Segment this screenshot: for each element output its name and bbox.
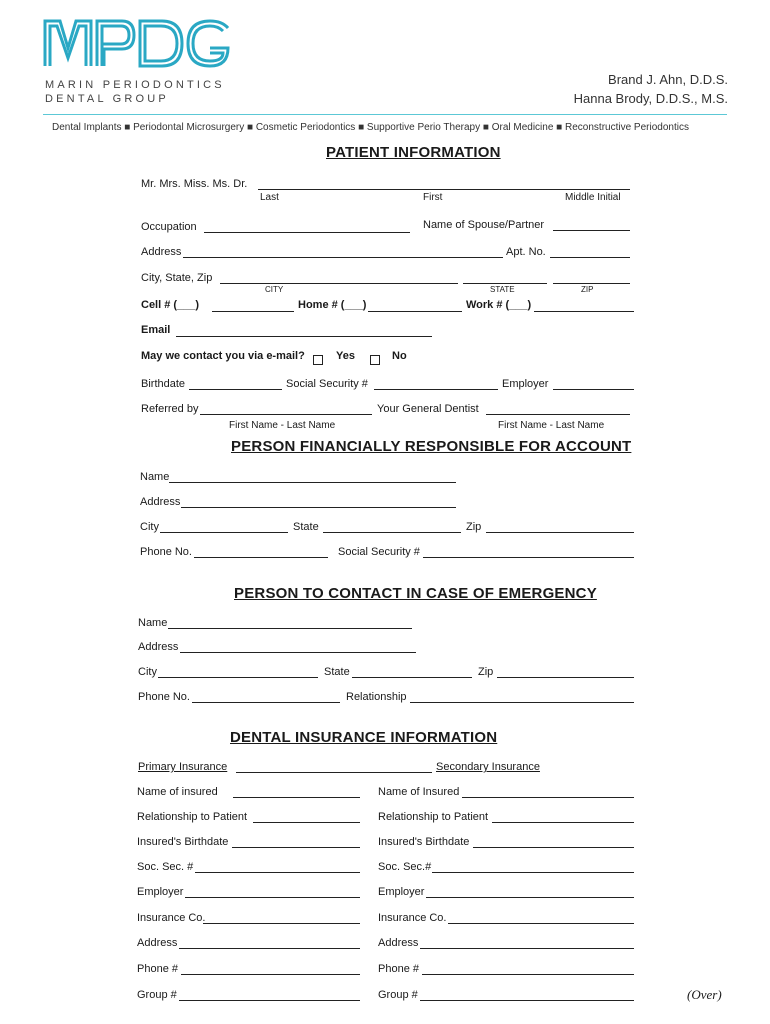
emg-name-line[interactable] [168, 628, 412, 629]
primary-field-line[interactable] [203, 923, 360, 924]
emg-phone-label: Phone No. [138, 691, 190, 703]
insurance-section-title: DENTAL INSURANCE INFORMATION [230, 729, 498, 746]
emergency-section-title: PERSON TO CONTACT IN CASE OF EMERGENCY [234, 585, 597, 602]
full-name-line[interactable] [258, 189, 630, 190]
emg-city-line[interactable] [158, 677, 318, 678]
last-name-hint: Last [260, 192, 279, 203]
primary-field-line[interactable] [185, 897, 360, 898]
primary-field-label: Relationship to Patient [137, 811, 248, 823]
patient-section-title: PATIENT INFORMATION [326, 144, 501, 161]
secondary-field-label: Employer [378, 886, 425, 898]
over-note: (Over) [687, 987, 722, 1002]
referred-by-label: Referred by [141, 403, 199, 415]
fin-state-label: State [293, 521, 319, 533]
employer-line[interactable] [553, 389, 634, 390]
referred-name-hint: First Name - Last Name [229, 420, 336, 431]
primary-field-line[interactable] [253, 822, 360, 823]
primary-field-line[interactable] [179, 1000, 360, 1001]
home-line[interactable] [368, 311, 462, 312]
primary-insurance-line[interactable] [236, 772, 432, 773]
secondary-field-label: Address [378, 937, 419, 949]
apt-label: Apt. No. [506, 246, 546, 258]
no-label: No [392, 350, 407, 362]
secondary-field-label: Name of Insured [378, 786, 460, 798]
state-line[interactable] [463, 283, 547, 284]
occupation-line[interactable] [204, 232, 410, 233]
secondary-field-line[interactable] [420, 948, 634, 949]
secondary-field-label: Soc. Sec.# [378, 861, 432, 873]
secondary-field-line[interactable] [492, 822, 634, 823]
emg-address-label: Address [138, 641, 179, 653]
primary-field-line[interactable] [181, 974, 360, 975]
address-label: Address [141, 246, 182, 258]
fin-ssn-label: Social Security # [338, 546, 420, 558]
secondary-field-label: Group # [378, 989, 418, 1001]
city-state-zip-label: City, State, Zip [141, 272, 213, 284]
primary-field-line[interactable] [195, 872, 360, 873]
secondary-field-label: Relationship to Patient [378, 811, 489, 823]
yes-checkbox[interactable] [313, 351, 323, 369]
fin-zip-line[interactable] [486, 532, 634, 533]
fin-zip-label: Zip [466, 521, 482, 533]
financial-section-title: PERSON FINANCIALLY RESPONSIBLE FOR ACCOUNT [231, 438, 632, 455]
brand-line-1: MARIN PERIODONTICS [45, 79, 225, 91]
work-line[interactable] [534, 311, 634, 312]
fin-address-label: Address [140, 496, 181, 508]
apt-line[interactable] [550, 257, 630, 258]
zip-line[interactable] [553, 283, 630, 284]
fin-city-label: City [140, 521, 159, 533]
city-hint: CITY [265, 285, 284, 294]
primary-field-label: Phone # [137, 963, 178, 975]
zip-hint: ZIP [581, 285, 594, 294]
first-name-hint: First [423, 192, 443, 203]
emg-city-label: City [138, 666, 157, 678]
fin-name-label: Name [140, 471, 170, 483]
emg-relationship-label: Relationship [346, 691, 407, 703]
secondary-field-line[interactable] [420, 1000, 634, 1001]
mpdg-logo [42, 18, 232, 68]
secondary-field-line[interactable] [462, 797, 634, 798]
work-label: Work # (___) [466, 299, 532, 311]
secondary-field-label: Phone # [378, 963, 419, 975]
secondary-insurance-label: Secondary Insurance [436, 761, 540, 773]
primary-field-label: Name of insured [137, 786, 218, 798]
yes-label: Yes [336, 350, 355, 362]
emg-relationship-line[interactable] [410, 702, 634, 703]
general-dentist-line[interactable] [486, 414, 630, 415]
brand-line-2: DENTAL GROUP [45, 93, 169, 105]
referred-by-line[interactable] [200, 414, 372, 415]
secondary-field-line[interactable] [432, 872, 634, 873]
emg-zip-line[interactable] [497, 677, 634, 678]
contact-question: May we contact you via e-mail? [141, 350, 305, 362]
primary-field-label: Address [137, 937, 178, 949]
primary-field-line[interactable] [179, 948, 360, 949]
primary-field-label: Insurance Co. [137, 912, 206, 924]
secondary-field-line[interactable] [422, 974, 634, 975]
employer-label: Employer [502, 378, 549, 390]
primary-field-label: Group # [137, 989, 177, 1001]
fin-name-line[interactable] [169, 482, 456, 483]
email-line[interactable] [176, 336, 432, 337]
ssn-line[interactable] [374, 389, 498, 390]
ssn-label: Social Security # [286, 378, 368, 390]
secondary-field-line[interactable] [448, 923, 634, 924]
middle-initial-hint: Middle Initial [565, 192, 621, 203]
emg-name-label: Name [138, 617, 168, 629]
occupation-label: Occupation [141, 221, 197, 233]
birthdate-line[interactable] [189, 389, 282, 390]
fin-ssn-line[interactable] [423, 557, 634, 558]
cell-label: Cell # (___) [141, 299, 200, 311]
secondary-field-label: Insured's Birthdate [378, 836, 470, 848]
secondary-field-line[interactable] [426, 897, 634, 898]
emg-state-label: State [324, 666, 350, 678]
emg-phone-line[interactable] [192, 702, 340, 703]
emg-zip-label: Zip [478, 666, 494, 678]
spouse-label: Name of Spouse/Partner [423, 219, 545, 231]
city-line[interactable] [220, 283, 458, 284]
fin-city-line[interactable] [160, 532, 288, 533]
emg-address-line[interactable] [180, 652, 416, 653]
email-label: Email [141, 324, 171, 336]
fin-address-line[interactable] [181, 507, 456, 508]
general-dentist-label: Your General Dentist [377, 403, 479, 415]
primary-field-label: Employer [137, 886, 184, 898]
home-label: Home # (___) [298, 299, 367, 311]
header-divider [43, 114, 727, 115]
doctor-2: Hanna Brody, D.D.S., M.S. [573, 91, 728, 106]
services-list: Dental Implants ■ Periodontal Microsurgery ■ Cosmetic Periodontics ■ Supportive Perio Therapy ■ Oral Medicine ■ Reconstructive Periodontics [52, 122, 689, 133]
salutation-label: Mr. Mrs. Miss. Ms. Dr. [141, 178, 248, 190]
doctor-1: Brand J. Ahn, D.D.S. [608, 72, 728, 87]
secondary-field-label: Insurance Co. [378, 912, 447, 924]
primary-field-line[interactable] [233, 797, 360, 798]
primary-field-line[interactable] [232, 847, 360, 848]
spouse-line[interactable] [553, 230, 630, 231]
address-line[interactable] [183, 257, 503, 258]
dentist-name-hint: First Name - Last Name [498, 420, 605, 431]
birthdate-label: Birthdate [141, 378, 186, 390]
no-checkbox[interactable] [370, 351, 380, 369]
primary-field-label: Soc. Sec. # [137, 861, 194, 873]
cell-line[interactable] [212, 311, 294, 312]
fin-phone-line[interactable] [194, 557, 328, 558]
primary-field-label: Insured's Birthdate [137, 836, 229, 848]
primary-insurance-label: Primary Insurance [138, 761, 228, 773]
secondary-field-line[interactable] [473, 847, 634, 848]
fin-state-line[interactable] [323, 532, 461, 533]
fin-phone-label: Phone No. [140, 546, 192, 558]
emg-state-line[interactable] [352, 677, 472, 678]
state-hint: STATE [490, 285, 515, 294]
